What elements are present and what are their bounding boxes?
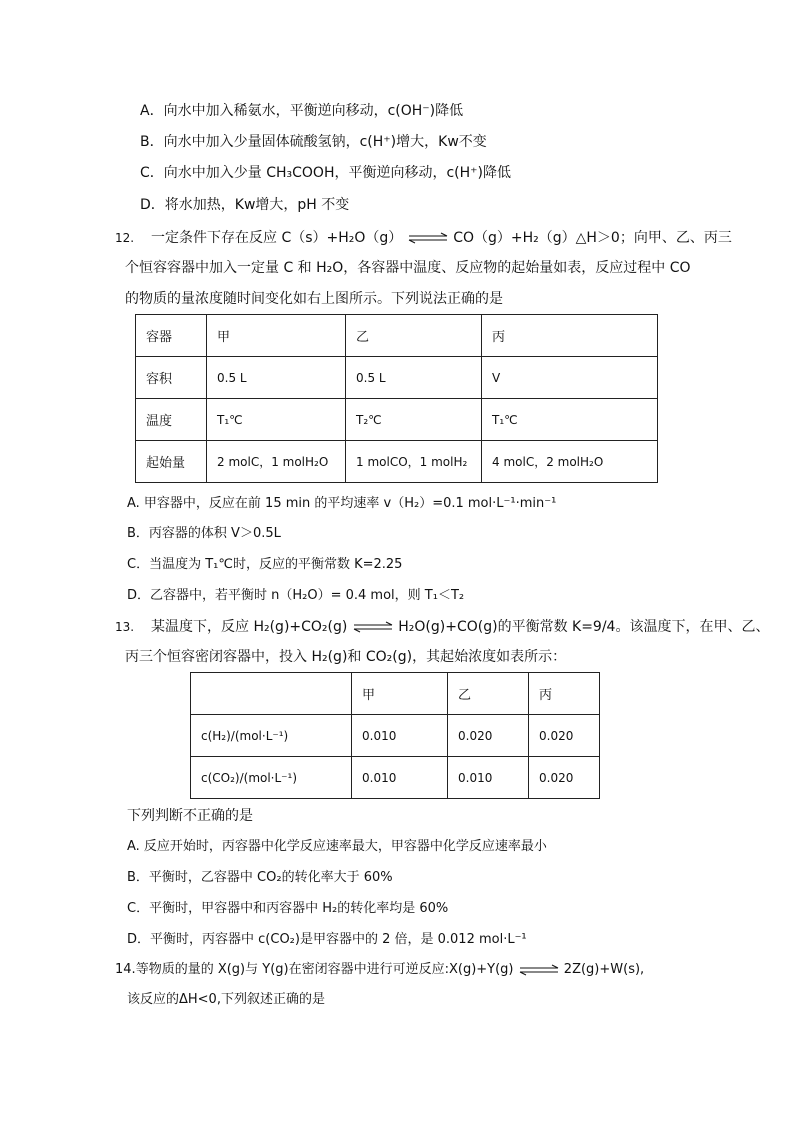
table-row [191,715,600,757]
equilibrium-arrow-icon [518,964,560,976]
table-cell: c(H₂)/(mol·L⁻¹) [191,715,352,757]
q13-stem-part1: 某温度下，反应 H₂(g)+CO₂(g) [151,619,348,635]
q12-stem-line1 [115,228,732,248]
q12-option-c: C．当温度为 T₁℃时，反应的平衡常数 K=2.25 [127,557,403,572]
table-cell: 0.020 [448,715,529,757]
q12-stem-part2: CO（g）+H₂（g）△H＞0；向甲、乙、丙三 [453,230,732,246]
q11-option-c: C．向水中加入少量 CH₃COOH，平衡逆向移动，c(H⁺)降低 [140,165,512,181]
q14-number: 14. [115,962,136,977]
table-cell: c(CO₂)/(mol·L⁻¹) [191,757,352,799]
q12-option-a: A. 甲容器中，反应在前 15 min 的平均速率 v（H₂）=0.1 mol·L⁻¹·min⁻¹ [127,496,557,511]
table-cell: V [482,357,658,399]
q14-stem-line1 [115,960,644,980]
q13-stem-line2: 丙三个恒容密闭容器中，投入 H₂(g)和 CO₂(g)，其起始浓度如表所示： [125,649,567,665]
q12-stem-line3: 的物质的量浓度随时间变化如右上图所示。下列说法正确的是 [125,291,503,307]
table-row [191,757,600,799]
table-row [136,357,658,399]
table-cell: 甲 [207,315,346,357]
q13-judge: 下列判断不正确的是 [127,808,253,824]
table-cell: 0.5 L [346,357,482,399]
q12-table [135,314,658,483]
table-cell: 0.010 [448,757,529,799]
table-cell: 丙 [482,315,658,357]
q11-option-b: B．向水中加入少量固体硫酸氢钠，c(H⁺)增大，Kw不变 [140,134,487,150]
q14-stem-line2: 该反应的ΔH<0,下列叙述正确的是 [127,992,325,1007]
table-cell: 丙 [529,673,600,715]
table-cell: 0.010 [352,715,448,757]
table-cell [191,673,352,715]
table-cell: 0.010 [352,757,448,799]
table-cell: 0.020 [529,715,600,757]
q13-stem-part2: H₂O(g)+CO(g)的平衡常数 K=9/4。该温度下，在甲、乙、 [398,619,770,635]
table-cell: 2 molC，1 molH₂O [207,441,346,483]
q13-option-b: B．平衡时，乙容器中 CO₂的转化率大于 60% [127,870,393,885]
table-row [136,441,658,483]
table-cell: 乙 [346,315,482,357]
q12-number: 12. [115,231,135,245]
equilibrium-arrow-icon [352,621,394,633]
q14-stem-part1: 等物质的量的 X(g)与 Y(g)在密闭容器中进行可逆反应:X(g)+Y(g) [135,962,514,977]
table-cell: 甲 [352,673,448,715]
table-cell: T₁℃ [482,399,658,441]
table-cell: 1 molCO，1 molH₂ [346,441,482,483]
table-row [191,673,600,715]
table-row [136,399,658,441]
table-cell: 0.5 L [207,357,346,399]
table-cell: 容积 [136,357,207,399]
q13-option-c: C．平衡时，甲容器中和丙容器中 H₂的转化率均是 60% [127,901,449,916]
table-cell: 4 molC，2 molH₂O [482,441,658,483]
q12-stem-part1: 一定条件下存在反应 C（s）+H₂O（g） [151,230,403,246]
table-cell: T₁℃ [207,399,346,441]
q11-option-d: D．将水加热，Kw增大，pH 不变 [140,197,350,213]
equilibrium-arrow-icon [407,232,449,244]
q14-stem-part2: 2Z(g)+W(s), [563,962,645,977]
table-cell: 乙 [448,673,529,715]
table-cell: 0.020 [529,757,600,799]
q12-stem-line2: 个恒容容器中加入一定量 C 和 H₂O，各容器中温度、反应物的起始量如表，反应过程中 CO [125,260,691,276]
table-cell: 温度 [136,399,207,441]
q13-stem-line1 [115,617,769,637]
q13-table [190,672,600,799]
table-row [136,315,658,357]
q12-option-b: B．丙容器的体积 V＞0.5L [127,526,281,541]
table-cell: T₂℃ [346,399,482,441]
q11-option-a: A．向水中加入稀氨水，平衡逆向移动，c(OH⁻)降低 [140,103,464,119]
q12-option-d: D．乙容器中，若平衡时 n（H₂O）= 0.4 mol，则 T₁＜T₂ [127,588,465,603]
table-cell: 起始量 [136,441,207,483]
table-cell: 容器 [136,315,207,357]
q13-option-a: A. 反应开始时，丙容器中化学反应速率最大，甲容器中化学反应速率最小 [127,839,547,854]
q13-option-d: D．平衡时，丙容器中 c(CO₂)是甲容器中的 2 倍，是 0.012 mol·L⁻¹ [127,932,527,947]
q13-number: 13. [115,620,135,634]
